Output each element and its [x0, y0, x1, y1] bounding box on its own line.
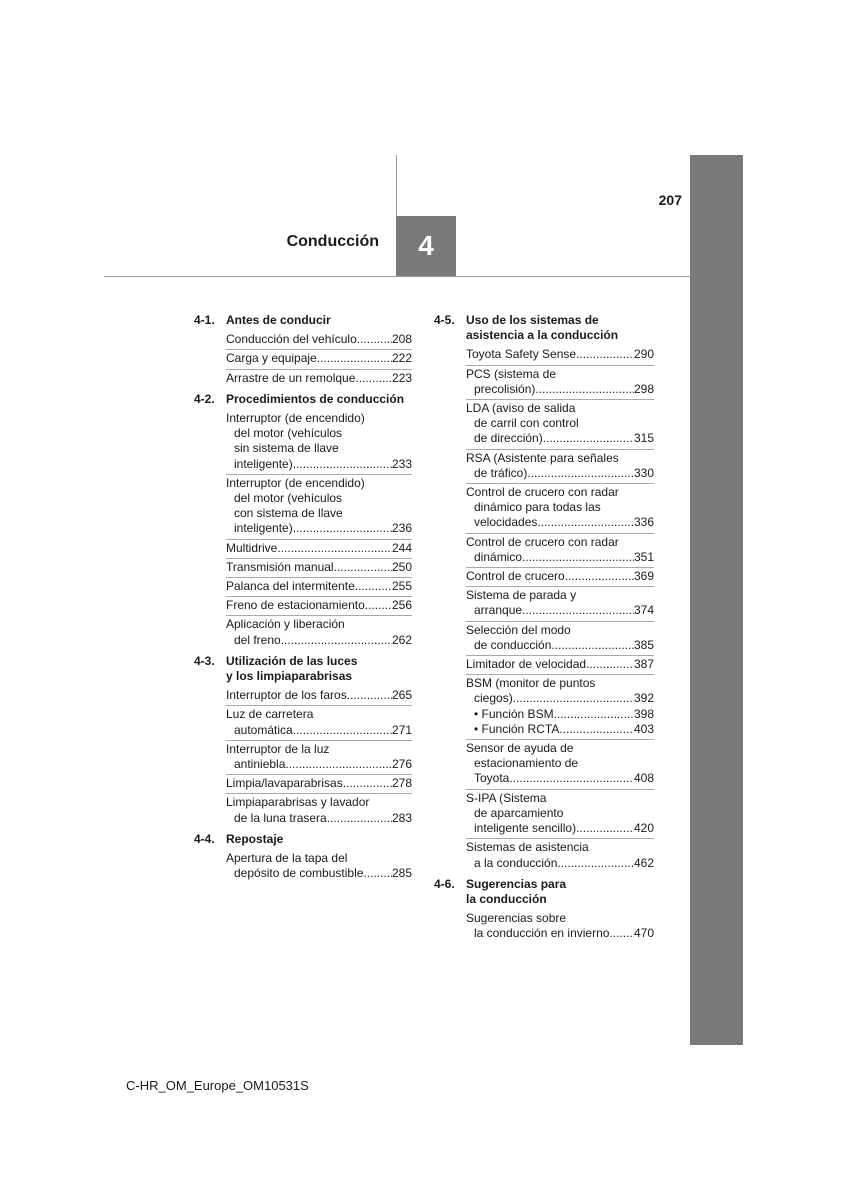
entry-leader-line: [226, 776, 412, 791]
entry-leader-line: [226, 723, 412, 738]
entry-page-number: 351: [633, 549, 654, 564]
leader-dots: [554, 707, 634, 722]
leader-dots: [277, 541, 392, 556]
entry-text-line: de carril con control: [474, 416, 579, 431]
entry-page-number: 244: [391, 540, 412, 555]
entry-label: Arrastre de un remolque: [226, 370, 356, 385]
toc-entry[interactable]: [466, 622, 654, 656]
section-number: 4-4.: [194, 831, 215, 846]
toc-entry[interactable]: [466, 534, 654, 568]
sub-entry[interactable]: [466, 707, 654, 722]
entry-leader-line: [226, 688, 412, 703]
entry-text-line: Control de crucero con radar: [466, 534, 619, 549]
toc-entry[interactable]: [466, 450, 654, 484]
entry-label: automática: [234, 722, 293, 737]
entry-text-line: sin sistema de llave: [234, 441, 339, 456]
toc-entry[interactable]: [466, 346, 654, 365]
leader-dots: [609, 926, 634, 941]
section-entries: [226, 687, 412, 828]
entry-label: precolisión): [474, 381, 536, 396]
entry-label: ciegos): [474, 691, 513, 706]
chapter-title: Conducción: [286, 233, 379, 250]
entry-leader-line: [226, 521, 412, 536]
entry-page-number: 385: [633, 637, 654, 652]
leader-dots: [543, 431, 634, 446]
entry-page-number: 208: [391, 332, 412, 347]
toc-entry[interactable]: [226, 775, 412, 794]
entry-leader-line: [226, 332, 412, 347]
sub-entry-label: • Función BSM: [474, 706, 554, 721]
toc-entry[interactable]: [466, 568, 654, 587]
entry-label: velocidades: [474, 515, 538, 530]
toc-left-column: [194, 313, 412, 888]
toc-entry[interactable]: [466, 656, 654, 675]
section-heading: [434, 877, 654, 907]
entry-label: de dirección): [474, 431, 543, 446]
section-title: Utilización de las luces y los limpiaparabrisas: [226, 653, 358, 684]
entry-leader-line: [466, 569, 654, 584]
entry-text-line: Limpiaparabrisas y lavador: [226, 795, 370, 810]
entry-leader-line: [466, 515, 654, 530]
entry-leader-line: [226, 811, 412, 826]
toc-entry[interactable]: [226, 616, 412, 649]
entry-label: inteligente sencillo): [474, 821, 577, 836]
section-title: Antes de conducir: [226, 313, 331, 327]
leader-dots: [509, 771, 634, 786]
document-code-footer: C-HR_OM_Europe_OM10531S: [126, 1078, 309, 1093]
entry-text-line: Sensor de ayuda de: [466, 741, 574, 756]
section-number: 4-6.: [434, 876, 455, 891]
toc-right-column: [434, 313, 654, 948]
section-number: 4-5.: [434, 313, 455, 327]
toc-section: [434, 877, 654, 944]
toc-entry[interactable]: [466, 484, 654, 534]
sub-entry-page-number: 398: [633, 706, 654, 721]
entry-text-line: Interruptor de la luz: [226, 741, 330, 756]
leader-dots: [293, 521, 392, 536]
entry-text-line: Interruptor (de encendido): [226, 411, 365, 426]
sub-entry-page-number: 403: [633, 721, 654, 736]
toc-section: [434, 313, 654, 873]
entry-label: Toyota: [474, 771, 510, 786]
entry-label: depósito de combustible: [234, 866, 364, 881]
entry-text-line: Sistemas de asistencia: [466, 840, 589, 855]
entry-text-line: PCS (sistema de: [466, 366, 557, 381]
toc-entry[interactable]: [226, 741, 412, 775]
leader-dots: [365, 598, 392, 613]
entry-page-number: 462: [633, 855, 654, 870]
entry-leader-line: [226, 371, 412, 386]
entry-label: inteligente): [234, 521, 293, 536]
entry-label: Palanca del intermitente: [226, 579, 355, 594]
entry-label: Interruptor de los faros: [226, 688, 347, 703]
section-entries: [466, 346, 654, 872]
leader-dots: [559, 722, 634, 737]
entry-leader-line: [466, 821, 654, 836]
leader-dots: [522, 603, 634, 618]
toc-entry[interactable]: [466, 910, 654, 943]
entry-page-number: 290: [633, 347, 654, 362]
entry-leader-line: [466, 657, 654, 672]
entry-page-number: 256: [391, 598, 412, 613]
entry-label: de conducción: [474, 637, 552, 652]
entry-leader-line: [466, 856, 654, 871]
toc-entry[interactable]: [226, 850, 412, 883]
sub-entry-label: • Función RCTA: [474, 721, 560, 736]
header-vertical-rule: [396, 155, 397, 217]
toc-entry[interactable]: [466, 366, 654, 400]
entry-page-number: 298: [633, 381, 654, 396]
entry-page-number: 369: [633, 569, 654, 584]
header-horizontal-rule: [104, 276, 690, 277]
entry-leader-line: [466, 926, 654, 941]
leader-dots: [557, 856, 634, 871]
entry-leader-line: [226, 633, 412, 648]
toc-entry[interactable]: [226, 597, 412, 616]
toc-entry[interactable]: [226, 331, 412, 350]
entry-page-number: 262: [391, 632, 412, 647]
toc-section: [194, 313, 412, 388]
entry-leader-line: [466, 550, 654, 565]
entry-leader-line: [226, 541, 412, 556]
entry-page-number: 276: [391, 757, 412, 772]
entry-label: de tráfico): [474, 465, 528, 480]
sub-entry[interactable]: [466, 722, 654, 737]
chapter-side-tab: [690, 155, 743, 1045]
entry-text-line: Interruptor (de encendido): [226, 475, 365, 490]
leader-dots: [355, 371, 392, 386]
entry-leader-line: [466, 347, 654, 362]
leader-dots: [317, 351, 392, 366]
entry-label: Transmisión manual: [226, 559, 334, 574]
entry-leader-line: [466, 771, 654, 786]
entry-leader-line: [226, 560, 412, 575]
entry-label: Conducción del vehículo: [226, 332, 357, 347]
section-entries: [466, 910, 654, 943]
section-heading: [194, 832, 412, 847]
leader-dots: [537, 515, 634, 530]
leader-dots: [347, 688, 392, 703]
entry-text-line: Sugerencias sobre: [466, 911, 567, 926]
entry-text-line: con sistema de llave: [234, 506, 343, 521]
entry-leader-line: [466, 382, 654, 397]
entry-page-number: 408: [633, 771, 654, 786]
toc-entry[interactable]: [226, 350, 412, 369]
toc-entry[interactable]: [226, 578, 412, 597]
entry-label: la conducción en invierno: [474, 926, 610, 941]
entry-text-line: del motor (vehículos: [234, 426, 343, 441]
section-heading: [434, 313, 654, 343]
section-number: 4-3.: [194, 653, 215, 668]
section-number: 4-1.: [194, 313, 215, 327]
leader-dots: [293, 457, 392, 472]
entry-label: Carga y equipaje: [226, 351, 317, 366]
entry-text-line: Apertura de la tapa del: [226, 851, 348, 866]
leader-dots: [576, 347, 634, 362]
toc-section: [194, 654, 412, 828]
toc-section: [194, 392, 412, 650]
entry-leader-line: [466, 638, 654, 653]
toc-entry[interactable]: [226, 706, 412, 740]
toc-entry[interactable]: [226, 475, 412, 540]
leader-dots: [527, 466, 634, 481]
section-heading: [194, 654, 412, 684]
entry-page-number: 265: [391, 688, 412, 703]
entry-leader-line: [466, 466, 654, 481]
entry-page-number: 223: [391, 370, 412, 385]
entry-leader-line: [226, 579, 412, 594]
leader-dots: [363, 866, 392, 881]
entry-leader-line: [226, 351, 412, 366]
entry-label: Freno de estacionamiento: [226, 598, 365, 613]
toc-entry[interactable]: [466, 675, 654, 740]
leader-dots: [281, 633, 392, 648]
entry-text-line: del motor (vehículos: [234, 491, 343, 506]
entry-page-number: 250: [391, 559, 412, 574]
section-title: Repostaje: [226, 831, 284, 846]
entry-page-number: 330: [633, 465, 654, 480]
entry-leader-line: [226, 866, 412, 881]
leader-dots: [355, 579, 392, 594]
entry-text-line: Control de crucero con radar: [466, 485, 619, 500]
entry-leader-line: [226, 598, 412, 613]
entry-page-number: 236: [391, 521, 412, 536]
entry-leader-line: [466, 691, 654, 706]
toc-entry[interactable]: [226, 370, 412, 388]
leader-dots: [586, 657, 634, 672]
entry-page-number: 336: [633, 515, 654, 530]
entry-page-number: 278: [391, 776, 412, 791]
entry-page-number: 315: [633, 431, 654, 446]
section-entries: [226, 410, 412, 650]
section-number: 4-2.: [194, 391, 215, 406]
leader-dots: [343, 776, 392, 791]
entry-label: dinámico: [474, 549, 523, 564]
entry-text-line: dinámico para todas las: [474, 500, 601, 515]
toc-entry[interactable]: [466, 740, 654, 790]
entry-page-number: 387: [633, 657, 654, 672]
toc-section: [194, 832, 412, 884]
entry-text-line: Luz de carretera: [226, 707, 314, 722]
entry-page-number: 283: [391, 810, 412, 825]
toc-entry[interactable]: [466, 400, 654, 450]
entry-leader-line: [466, 603, 654, 618]
entry-text-line: Sistema de parada y: [466, 588, 577, 603]
leader-dots: [576, 821, 634, 836]
toc-entry[interactable]: [466, 587, 654, 621]
entry-leader-line: [226, 457, 412, 472]
entry-page-number: 255: [391, 579, 412, 594]
entry-label: Multidrive: [226, 540, 278, 555]
leader-dots: [327, 811, 392, 826]
leader-dots: [293, 723, 392, 738]
entry-label: arranque: [474, 603, 523, 618]
leader-dots: [535, 382, 634, 397]
entry-label: antiniebla: [234, 757, 286, 772]
entry-text-line: estacionamiento de: [474, 756, 579, 771]
chapter-number: 4: [418, 230, 434, 261]
entry-page-number: 374: [633, 603, 654, 618]
section-title: Sugerencias para la conducción: [466, 876, 567, 906]
toc-entry[interactable]: [226, 410, 412, 475]
entry-label: Limpia/lavaparabrisas: [226, 776, 343, 791]
entry-page-number: 470: [633, 926, 654, 941]
entry-label: Limitador de velocidad: [466, 657, 587, 672]
entry-page-number: 271: [391, 722, 412, 737]
entry-label: del freno: [234, 632, 281, 647]
leader-dots: [551, 638, 634, 653]
toc-entry[interactable]: [466, 790, 654, 840]
entry-label: a la conducción: [474, 855, 558, 870]
entry-label: Toyota Safety Sense: [466, 347, 577, 362]
entry-text-line: RSA (Asistente para señales: [466, 450, 619, 465]
entry-leader-line: [226, 757, 412, 772]
toc-entry[interactable]: [226, 540, 412, 559]
entry-text-line: Selección del modo: [466, 622, 571, 637]
leader-dots: [565, 569, 634, 584]
section-heading: [194, 313, 412, 328]
toc-entry[interactable]: [466, 839, 654, 872]
section-heading: [194, 392, 412, 407]
entry-text-line: S-IPA (Sistema: [466, 790, 547, 805]
chapter-number-box: [396, 216, 456, 276]
page-number: 207: [658, 192, 682, 208]
section-title: Uso de los sistemas de asistencia a la conducción: [466, 313, 619, 343]
entry-label: inteligente): [234, 456, 293, 471]
section-entries: [226, 850, 412, 883]
entry-text-line: LDA (aviso de salida: [466, 401, 576, 416]
entry-text-line: Aplicación y liberación: [226, 617, 345, 632]
entry-page-number: 285: [391, 866, 412, 881]
toc-entry[interactable]: [226, 559, 412, 578]
entry-text-line: de aparcamiento: [474, 805, 564, 820]
entry-page-number: 420: [633, 821, 654, 836]
toc-entry[interactable]: [226, 794, 412, 827]
entry-leader-line: [466, 431, 654, 446]
entry-page-number: 392: [633, 691, 654, 706]
toc-entry[interactable]: [226, 687, 412, 706]
section-title: Procedimientos de conducción: [226, 391, 405, 406]
entry-label: Control de crucero: [466, 569, 565, 584]
entry-page-number: 222: [391, 351, 412, 366]
entry-page-number: 233: [391, 456, 412, 471]
entry-text-line: BSM (monitor de puntos: [466, 676, 596, 691]
leader-dots: [522, 550, 634, 565]
leader-dots: [334, 560, 392, 575]
leader-dots: [513, 691, 634, 706]
entry-label: de la luna trasera: [234, 810, 327, 825]
leader-dots: [285, 757, 392, 772]
leader-dots: [357, 332, 392, 347]
section-entries: [226, 331, 412, 388]
